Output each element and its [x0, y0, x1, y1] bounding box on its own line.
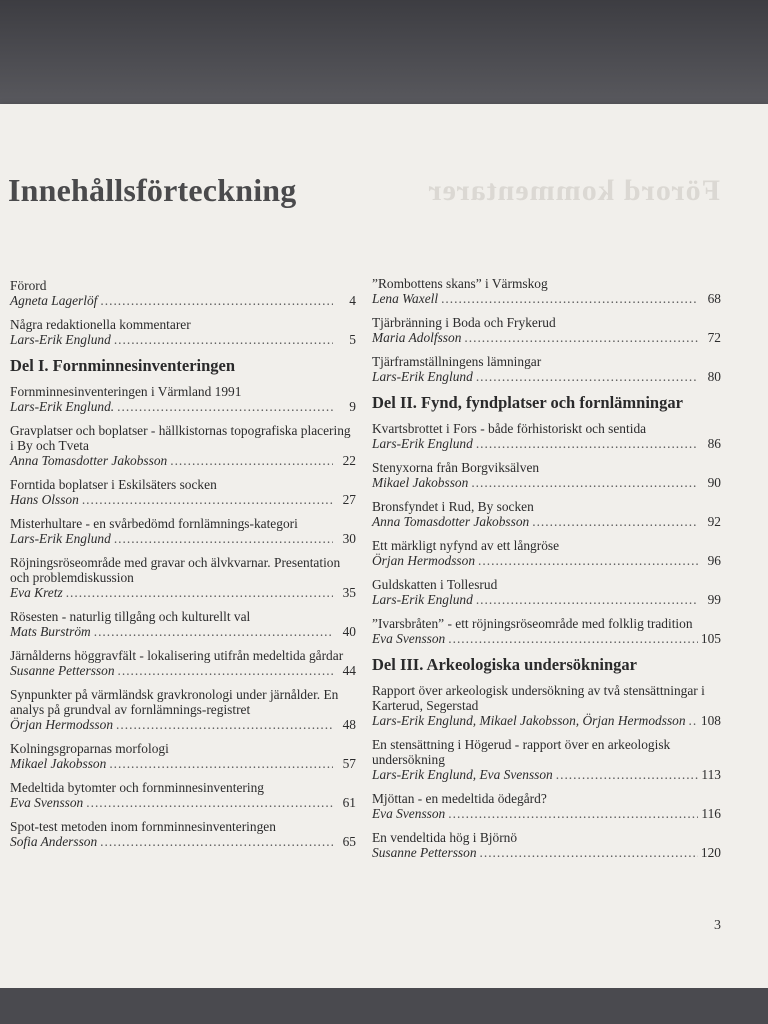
entry-page-number: 48: [342, 717, 356, 732]
dot-leader: [478, 553, 698, 568]
entry-author: Lars-Erik Englund: [372, 436, 473, 451]
dot-leader: [82, 492, 333, 507]
entry-author: Agneta Lagerlöf: [10, 293, 98, 308]
toc-entry: [10, 609, 356, 639]
entry-author-line: [10, 717, 356, 732]
entry-author-line: [372, 713, 721, 728]
entry-page-number: 30: [342, 531, 356, 546]
dot-leader: [441, 291, 698, 306]
entry-author-line: [10, 663, 356, 678]
page-number: 3: [714, 918, 721, 933]
entry-title: Järnålderns höggravfält - lokalisering utifrån medeltida gårdar: [10, 648, 344, 663]
entry-author: Lars-Erik Englund, Mikael Jakobsson, Örjan Hermodsson: [372, 713, 686, 728]
entry-author-line: [372, 330, 721, 345]
entry-page-number: 44: [342, 663, 356, 678]
entry-page-number: 86: [707, 436, 721, 451]
entry-page-number: 68: [707, 291, 721, 306]
entry-page-number: 57: [342, 756, 356, 771]
entry-page-number: 27: [342, 492, 356, 507]
entry-title: Röjningsröseområde med gravar och älvkvarnar. Presentation och problemdiskussion: [10, 555, 341, 585]
entry-title: Rapport över arkeologisk undersökning av två stensättningar i Karterud, Segerstad: [372, 683, 705, 713]
entry-title: Stenyxorna från Borgviksälven: [372, 460, 540, 475]
toc-entry: [372, 538, 721, 568]
entry-page-number: 61: [342, 795, 356, 810]
entry-page-number: 40: [342, 624, 356, 639]
entry-page-number: 96: [707, 553, 721, 568]
show-through-text: Förord kommentarer: [427, 174, 720, 207]
entry-author: Maria Adolfsson: [372, 330, 462, 345]
entry-author-line: [10, 492, 356, 507]
toc-entry: [372, 421, 721, 451]
entry-author: Örjan Hermodsson: [10, 717, 114, 732]
entry-title: Rösesten - naturlig tillgång och kulturellt val: [10, 609, 251, 624]
entry-author-line: [372, 475, 721, 490]
entry-author: Lena Waxell: [372, 291, 439, 306]
toc-entry: [10, 780, 356, 810]
toc-entry: [372, 791, 721, 821]
entry-author-line: [372, 369, 721, 384]
section-heading: Del I. Fornminnesinventeringen: [10, 356, 236, 375]
entry-title: Medeltida bytomter och fornminnesinventering: [10, 780, 264, 795]
entry-title: Tjärbränning i Boda och Frykerud: [372, 315, 556, 330]
dot-leader: [109, 756, 333, 771]
toc-entry: [10, 384, 356, 414]
entry-author-line: [372, 767, 721, 782]
entry-title: Misterhultare - en svårbedömd fornlämnings-kategori: [10, 516, 298, 531]
entry-author: Örjan Hermodsson: [372, 553, 476, 568]
entry-author: Eva Svensson: [10, 795, 84, 810]
toc-entry: [10, 423, 356, 468]
entry-author-line: [372, 514, 721, 529]
dot-leader: [94, 624, 333, 639]
entry-author-line: [10, 453, 356, 468]
toc-entry: [10, 278, 356, 308]
entry-page-number: 35: [342, 585, 356, 600]
dot-leader: [532, 514, 698, 529]
entry-author-line: [10, 332, 356, 347]
entry-title: En vendeltida hög i Björnö: [372, 830, 518, 845]
dot-leader: [476, 592, 698, 607]
entry-author-line: [10, 399, 356, 414]
dot-leader: [476, 436, 698, 451]
entry-author-line: [10, 585, 356, 600]
toc-left-column: [10, 278, 356, 858]
toc-right-column: [372, 276, 721, 869]
entry-author: Eva Svensson: [372, 631, 446, 646]
entry-title: En stensättning i Högerud - rapport över en arkeologisk undersökning: [372, 737, 671, 767]
entry-author: Mikael Jakobsson: [372, 475, 469, 490]
entry-author: Anna Tomasdotter Jakobsson: [10, 453, 168, 468]
toc-entry: [372, 737, 721, 782]
entry-page-number: 90: [707, 475, 721, 490]
entry-title: Gravplatser och boplatser - hällkistornas topografiska placering i By och Tveta: [10, 423, 351, 453]
entry-title: Några redaktionella kommentarer: [10, 317, 191, 332]
toc-entry: [372, 499, 721, 529]
section-heading: Del III. Arkeologiska undersökningar: [372, 655, 637, 674]
entry-author: Eva Kretz: [10, 585, 63, 600]
toc-entry: [372, 315, 721, 345]
dot-leader: [170, 453, 333, 468]
entry-title: ”Ivarsbråten” - ett röjningsröseområde med folklig tradition: [372, 616, 693, 631]
entry-author: Susanne Pettersson: [372, 845, 477, 860]
dot-leader: [100, 293, 333, 308]
entry-title: Mjöttan - en medeltida ödegård?: [372, 791, 547, 806]
dot-leader: [480, 845, 698, 860]
entry-page-number: 4: [349, 293, 356, 308]
entry-title: Forntida boplatser i Eskilsäters socken: [10, 477, 217, 492]
entry-title: Synpunkter på värmländsk gravkronologi under järnålder. En analys på grundval av fornlämnings-registret: [10, 687, 339, 717]
toc-entry: [10, 648, 356, 678]
dot-leader: [116, 717, 333, 732]
entry-author: Sofia Andersson: [10, 834, 98, 849]
entry-author-line: [10, 756, 356, 771]
entry-author: Mats Burström: [10, 624, 91, 639]
entry-author: Lars-Erik Englund: [372, 592, 473, 607]
toc-entry: [10, 819, 356, 849]
dot-leader: [118, 663, 333, 678]
entry-author: Lars-Erik Englund: [10, 531, 111, 546]
entry-author-line: [10, 624, 356, 639]
entry-page-number: 108: [700, 713, 721, 728]
entry-page-number: 65: [342, 834, 356, 849]
entry-page-number: 92: [707, 514, 721, 529]
entry-author-line: [10, 795, 356, 810]
toc-entry: [10, 687, 356, 732]
entry-author-line: [372, 436, 721, 451]
toc-entry: [10, 555, 356, 600]
entry-title: Tjärframställningens lämningar: [372, 354, 542, 369]
toc-entry: [372, 616, 721, 646]
entry-title: Bronsfyndet i Rud, By socken: [372, 499, 534, 514]
dot-leader: [448, 806, 698, 821]
dot-leader: [556, 767, 698, 782]
entry-author: Hans Olsson: [10, 492, 79, 507]
dot-leader: [100, 834, 333, 849]
dot-leader: [114, 531, 333, 546]
entry-page-number: 105: [700, 631, 721, 646]
toc-entry: [10, 741, 356, 771]
dot-leader: [114, 332, 333, 347]
entry-page-number: 9: [349, 399, 356, 414]
background-top: [0, 0, 768, 110]
toc-entry: [10, 477, 356, 507]
entry-page-number: 72: [707, 330, 721, 345]
entry-author-line: [372, 845, 721, 860]
dot-leader: [448, 631, 698, 646]
entry-title: Ett märkligt nyfynd av ett långröse: [372, 538, 560, 553]
entry-title: Förord: [10, 278, 47, 293]
dot-leader: [464, 330, 698, 345]
entry-title: ”Rombottens skans” i Värmskog: [372, 276, 548, 291]
entry-page-number: 5: [349, 332, 356, 347]
background-bottom: [0, 988, 768, 1024]
toc-entry: [372, 683, 721, 728]
toc-entry: [10, 516, 356, 546]
toc-entry: [10, 317, 356, 347]
entry-title: Kvartsbrottet i Fors - både förhistoriskt och sentida: [372, 421, 647, 436]
entry-author: Eva Svensson: [372, 806, 446, 821]
section-heading: Del II. Fynd, fyndplatser och fornlämningar: [372, 393, 683, 412]
toc-entry: [372, 354, 721, 384]
toc-entry: [372, 577, 721, 607]
entry-author: Anna Tomasdotter Jakobsson: [372, 514, 530, 529]
entry-page-number: 113: [701, 767, 721, 782]
entry-author: Lars-Erik Englund, Eva Svensson: [372, 767, 553, 782]
entry-title: Fornminnesinventeringen i Värmland 1991: [10, 384, 242, 399]
entry-page-number: 80: [707, 369, 721, 384]
entry-title: Guldskatten i Tollesrud: [372, 577, 498, 592]
entry-title: Kolningsgroparnas morfologi: [10, 741, 169, 756]
dot-leader: [86, 795, 333, 810]
entry-author: Lars-Erik Englund: [10, 332, 111, 347]
entry-author-line: [372, 631, 721, 646]
entry-page-number: 22: [342, 453, 356, 468]
toc-entry: [372, 460, 721, 490]
dot-leader: [476, 369, 698, 384]
entry-author: Susanne Pettersson: [10, 663, 115, 678]
dot-leader: [471, 475, 698, 490]
entry-author-line: [372, 592, 721, 607]
entry-author: Lars-Erik Englund: [372, 369, 473, 384]
entry-author-line: [372, 553, 721, 568]
entry-author-line: [372, 806, 721, 821]
toc-entry: [372, 276, 721, 306]
entry-author-line: [372, 291, 721, 306]
entry-page-number: 120: [700, 845, 721, 860]
entry-author: Lars-Erik Englund.: [10, 399, 115, 414]
entry-author-line: [10, 531, 356, 546]
entry-page-number: 116: [701, 806, 721, 821]
dot-leader: [117, 399, 333, 414]
dot-leader: [689, 713, 698, 728]
dot-leader: [66, 585, 333, 600]
entry-page-number: 99: [707, 592, 721, 607]
page-title: Innehållsförteckning: [8, 172, 297, 208]
entry-title: Spot-test metoden inom fornminnesinventeringen: [10, 819, 276, 834]
toc-entry: [372, 830, 721, 860]
entry-author-line: [10, 293, 356, 308]
entry-author-line: [10, 834, 356, 849]
entry-author: Mikael Jakobsson: [10, 756, 107, 771]
